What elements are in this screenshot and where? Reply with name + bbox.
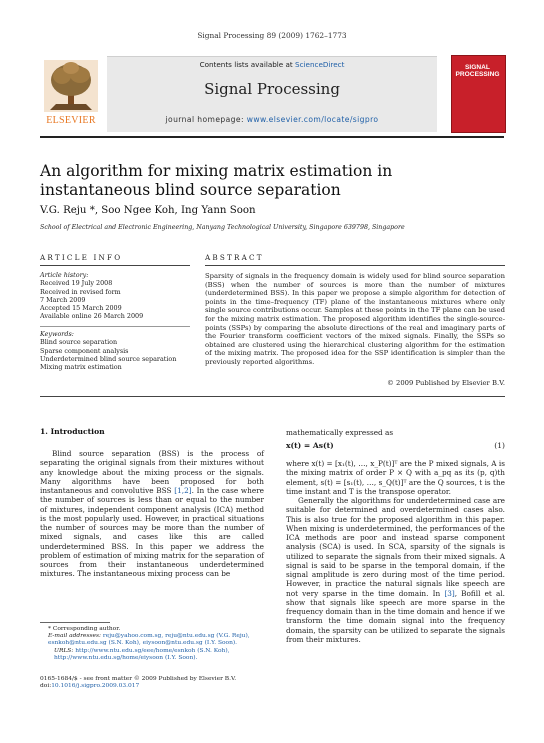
- contents-availability: [107, 60, 437, 69]
- equation-1: [286, 441, 505, 450]
- left-column-text: [40, 449, 264, 579]
- abstract-text: Sparsity of signals in the frequency domain is widely used for blind source separation (BSS) when the number of sources is more than the number of mixtures (underdetermined BSS). In this paper we propose a simple algorithm for detection of points in the time–frequency (TF) plane of the instantaneous mixtures where only single source contributions occur. Samples at these points in the TF plane can be used for the mixing matrix estimation. The proposed algorithm identifies the single-source-points (SSPs) by comparing the absolute directions of the real and imaginary parts of the Fourier transform coefficient vectors of the mixed signals. Finally, the SSPs so obtained are clustered using the hierarchical clustering algorithm for the estimation of the mixing matrix. The proposed idea for the SSP identification is simpler than the previously reported algorithms.: [205, 272, 505, 366]
- keyword: Blind source separation: [40, 338, 118, 347]
- emails-label: E-mail addresses:: [48, 633, 102, 640]
- affiliation: School of Electrical and Electronic Engineering, Nanyang Technological University, Singapore 639798, Singapore: [40, 224, 405, 231]
- homepage-link[interactable]: www.elsevier.com/locate/sigpro: [246, 115, 379, 124]
- intro-paragraph: Blind source separation (BSS) is the process of separating the original signals from their mixtures without any knowledge about the mixing process or the signals. Many algorithms have been proposed for both instantaneous and convolutive BSS [1,2]. In the case where the number of sources is less than or equal to the number of mixtures, independent component analysis (ICA) method is the most popularly used. However, in practical situations the number of sources may be more than the number of mixed signals, and cases like this are called underdetermined BSS. In this paper we address the problem of estimation of mixing matrix for the separation of sources from their instantaneous underdetermined mixtures. The instantaneous mixing process can be: [40, 449, 265, 579]
- section-heading: 1. Introduction: [40, 427, 105, 436]
- citation-link[interactable]: [3]: [444, 588, 455, 598]
- keywords-label: Keywords:: [40, 330, 74, 338]
- email-addresses[interactable]: reju@yahoo.com.sg, reju@ntu.edu.sg (V.G. Reju), esnkoh@ntu.edu.sg (S.N. Koh), eiysoon@ntu.edu.sg (I.Y. Soon).: [48, 633, 250, 647]
- cover-title: [451, 64, 504, 78]
- sparsity-paragraph: Generally the algorithms for underdetermined case are suitable for determined and overdetermined cases also. This is also true for the proposed algorithm in this paper. When mixing is underdetermined, the performances of the ICA methods are poor and instead sparse component analysis (SCA) is used. In SCA, sparsity of the signals is utilized to separate the signals from their mixed signals. A signal is said to be sparse in the temporal domain, if the signal amplitude is zero during most of the time period. However, in practice the natural signals like speech are not very sparse in the time domain. In [3], Bofill et al. show that signals like speech are more sparse in the frequency domain than in the time domain and hence if we transform the time domain signal into the frequency domain, the sparsity can be utilized to separate the signals from their mixtures.: [286, 496, 505, 644]
- homepage-prefix: journal homepage:: [165, 115, 247, 124]
- equation-number: (1): [494, 441, 505, 450]
- article-info-rule: [40, 265, 190, 266]
- contents-prefix: Contents lists available at: [199, 60, 296, 69]
- journal-citation-line: Signal Processing 89 (2009) 1762–1773: [197, 31, 347, 40]
- history-label: Article history:: [40, 271, 89, 279]
- keywords-block: [40, 330, 190, 371]
- header-rule: [40, 136, 504, 138]
- info-divider: [40, 326, 190, 327]
- issn-line: 0165-1684/$ - see front matter © 2009 Published by Elsevier B.V.: [40, 676, 237, 682]
- history-item: Accepted 15 March 2009: [40, 304, 122, 313]
- equation-explanation: where x(t) = [x₁(t), …, x_P(t)]ᵀ are the P mixed signals, A is the mixing matrix of order P × Q with a_pq as its (p, q)th element, s(t) = [s₁(t), …, s_Q(t)]ᵀ are the Q sources, t is the time instant and T is the transpose operator.: [286, 459, 505, 496]
- article-title: An algorithm for mixing matrix estimation in instantaneous blind source separation: [40, 162, 393, 199]
- doi-line: doi:10.1016/j.sigpro.2009.03.017: [40, 683, 140, 690]
- article-info-heading: ARTICLE INFO: [40, 253, 123, 262]
- citation-link[interactable]: [1,2]: [174, 486, 192, 495]
- history-item: Available online 26 March 2009: [40, 312, 144, 321]
- history-item: 7 March 2009: [40, 295, 86, 304]
- article-history: [40, 271, 190, 321]
- keyword: Underdetermined blind source separation: [40, 354, 177, 363]
- url-addresses[interactable]: http://www.ntu.edu.sg/eee/home/esnkoh (S.N. Koh), http://www.ntu.edu.sg/home/eiysoon (I.Y. Soon).: [54, 647, 230, 661]
- footnotes: [40, 626, 264, 662]
- urls-label: URLS:: [54, 647, 74, 654]
- url-footnote: [40, 648, 264, 662]
- issn-doi-block: [40, 676, 300, 690]
- footnote-rule: [40, 622, 110, 623]
- cover-title-line-1: SIGNAL: [465, 64, 490, 71]
- abstract-bottom-rule: [40, 396, 505, 397]
- author-list: V.G. Reju *, Soo Ngee Koh, Ing Yann Soon: [40, 205, 256, 216]
- cover-title-line-2: PROCESSING: [455, 71, 500, 78]
- right-intro: mathematically expressed as: [286, 428, 394, 437]
- abstract-heading: ABSTRACT: [205, 253, 264, 262]
- publisher-name: ELSEVIER: [46, 115, 96, 126]
- history-item: Received 19 July 2008: [40, 279, 113, 288]
- corresponding-author: * Corresponding author.: [48, 626, 121, 632]
- right-column-text: [286, 459, 505, 644]
- equation-expression: x(t) = As(t): [286, 441, 334, 450]
- email-footnote: [40, 633, 264, 647]
- keyword: Mixing matrix estimation: [40, 363, 122, 372]
- sciencedirect-link[interactable]: ScienceDirect: [295, 60, 345, 69]
- abstract-copyright: © 2009 Published by Elsevier B.V.: [387, 379, 505, 387]
- doi-link[interactable]: 10.1016/j.sigpro.2009.03.017: [51, 683, 140, 690]
- keyword: Sparse component analysis: [40, 346, 129, 355]
- abstract-rule: [205, 265, 505, 266]
- journal-title: Signal Processing: [204, 80, 340, 98]
- history-item: Received in revised form: [40, 287, 121, 296]
- journal-homepage: [107, 115, 437, 124]
